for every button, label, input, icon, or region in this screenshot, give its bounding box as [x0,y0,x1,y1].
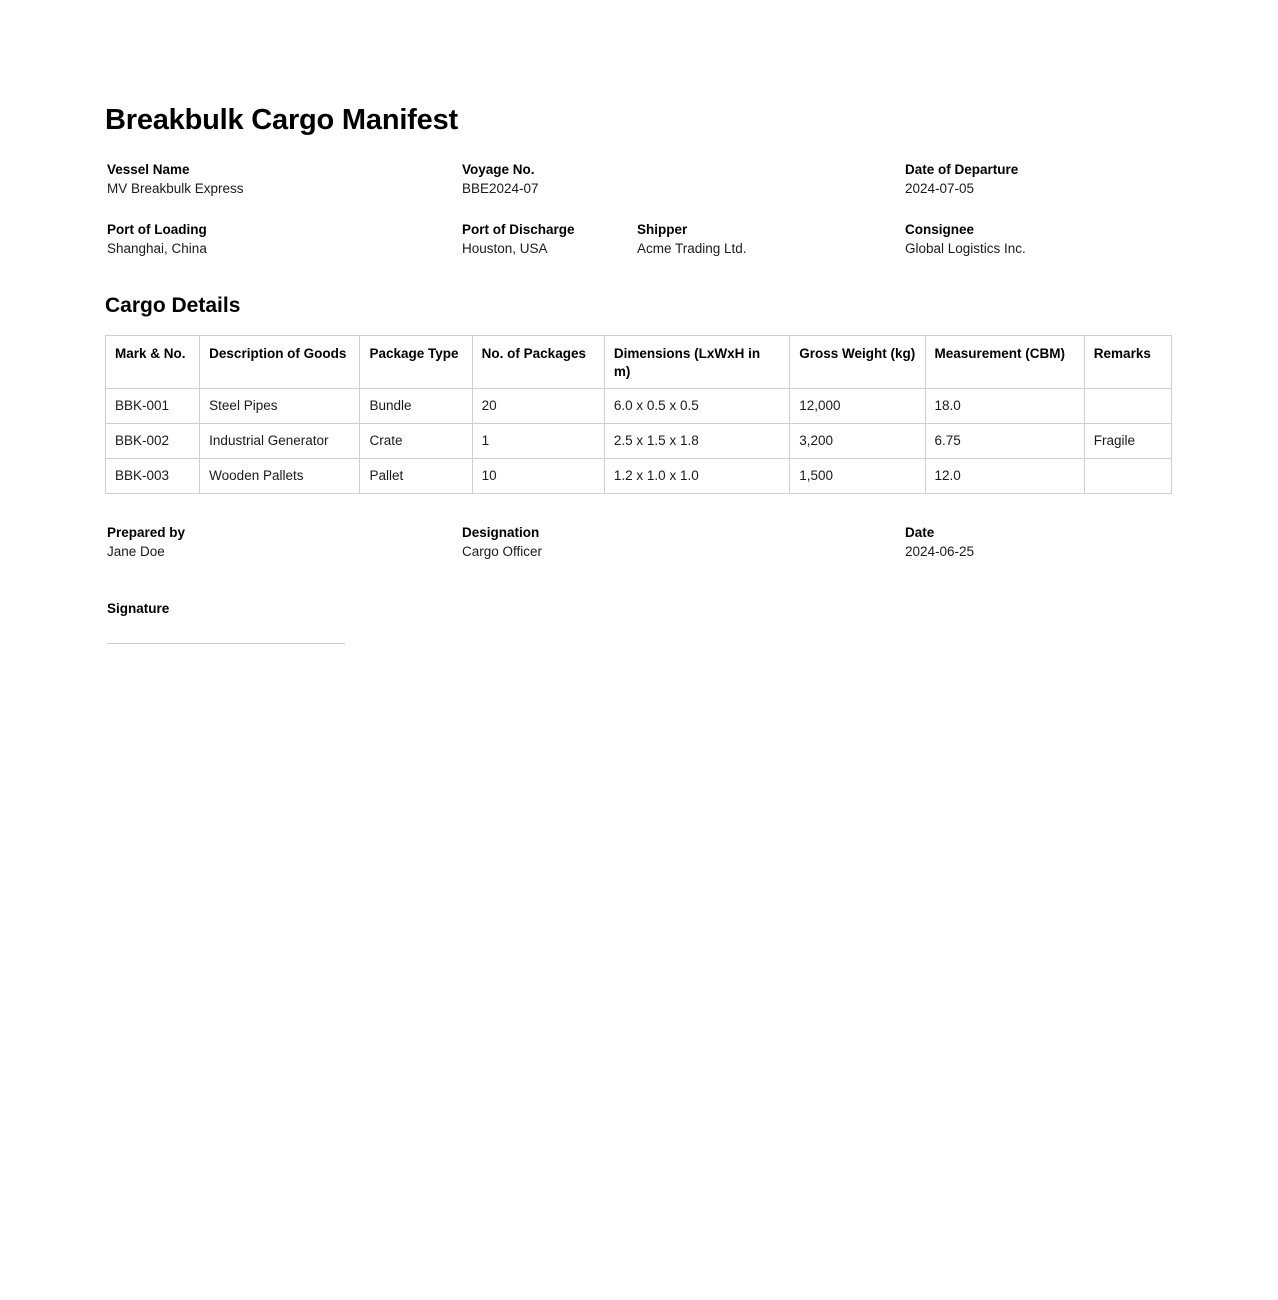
cell-measurement: 6.75 [925,424,1084,459]
column-header-package-type: Package Type [360,336,472,389]
field-label: Designation [462,525,540,540]
cell-gross-weight: 12,000 [790,389,925,424]
cell-no-of-packages: 10 [472,459,604,494]
column-header-remarks: Remarks [1084,336,1171,389]
field-value: Jane Doe [107,544,165,559]
cell-description: Steel Pipes [200,389,360,424]
field-value: Houston, USA [462,241,548,256]
cell-dimensions: 2.5 x 1.5 x 1.8 [604,424,789,459]
field-label: Port of Loading [107,222,207,237]
cell-package-type: Crate [360,424,472,459]
field-voyage-no [462,160,539,198]
field-label: Shipper [637,222,688,237]
cell-remarks [1084,389,1171,424]
field-label: Date [905,525,935,540]
cell-mark-no: BBK-001 [106,389,200,424]
column-header-measurement: Measurement (CBM) [925,336,1084,389]
field-label: Date of Departure [905,162,1019,177]
column-header-gross-weight: Gross Weight (kg) [790,336,925,389]
cell-no-of-packages: 20 [472,389,604,424]
field-value: Cargo Officer [462,544,543,559]
signature-block [105,599,1173,644]
table-row [106,424,1172,459]
field-value: BBE2024-07 [462,181,539,196]
field-value: 2024-06-25 [905,544,975,559]
cell-package-type: Pallet [360,459,472,494]
column-header-mark-no: Mark & No. [106,336,200,389]
cell-no-of-packages: 1 [472,424,604,459]
cell-mark-no: BBK-003 [106,459,200,494]
column-header-description: Description of Goods [200,336,360,389]
route-parties-row [105,220,1173,280]
field-date [905,523,974,561]
column-header-dimensions: Dimensions (LxWxH in m) [604,336,789,389]
cell-measurement: 12.0 [925,459,1084,494]
field-label: Voyage No. [462,162,535,177]
cell-gross-weight: 3,200 [790,424,925,459]
field-designation [462,523,542,561]
cell-mark-no: BBK-002 [106,424,200,459]
table-header-row [106,336,1172,389]
cargo-details-table [105,335,1172,494]
field-port-of-discharge [462,220,575,258]
cell-package-type: Bundle [360,389,472,424]
signature-label: Signature [107,601,170,616]
field-shipper [637,220,747,258]
cell-measurement: 18.0 [925,389,1084,424]
cell-remarks: Fragile [1084,424,1171,459]
field-label: Prepared by [107,525,186,540]
cell-gross-weight: 1,500 [790,459,925,494]
cell-dimensions: 6.0 x 0.5 x 0.5 [604,389,789,424]
field-value: Shanghai, China [107,241,207,256]
field-label: Vessel Name [107,162,190,177]
table-row [106,459,1172,494]
field-label: Port of Discharge [462,222,575,237]
field-value: 2024-07-05 [905,181,975,196]
cell-remarks [1084,459,1171,494]
field-value: MV Breakbulk Express [107,181,244,196]
field-vessel-name [107,160,244,198]
vessel-info-row [105,160,1173,220]
column-header-no-of-packages: No. of Packages [472,336,604,389]
cell-description: Wooden Pallets [200,459,360,494]
field-value: Acme Trading Ltd. [637,241,747,256]
field-date-of-departure [905,160,1018,198]
manifest-document [105,0,1173,644]
signature-line [107,643,345,644]
field-label: Consignee [905,222,975,237]
field-prepared-by [107,523,185,561]
table-row [106,389,1172,424]
field-value: Global Logistics Inc. [905,241,1026,256]
preparer-info-row [105,523,1173,575]
cell-description: Industrial Generator [200,424,360,459]
cell-dimensions: 1.2 x 1.0 x 1.0 [604,459,789,494]
cargo-details-heading: Cargo Details [105,294,241,317]
field-consignee [905,220,1026,258]
page-title: Breakbulk Cargo Manifest [105,104,458,136]
field-port-of-loading [107,220,207,258]
